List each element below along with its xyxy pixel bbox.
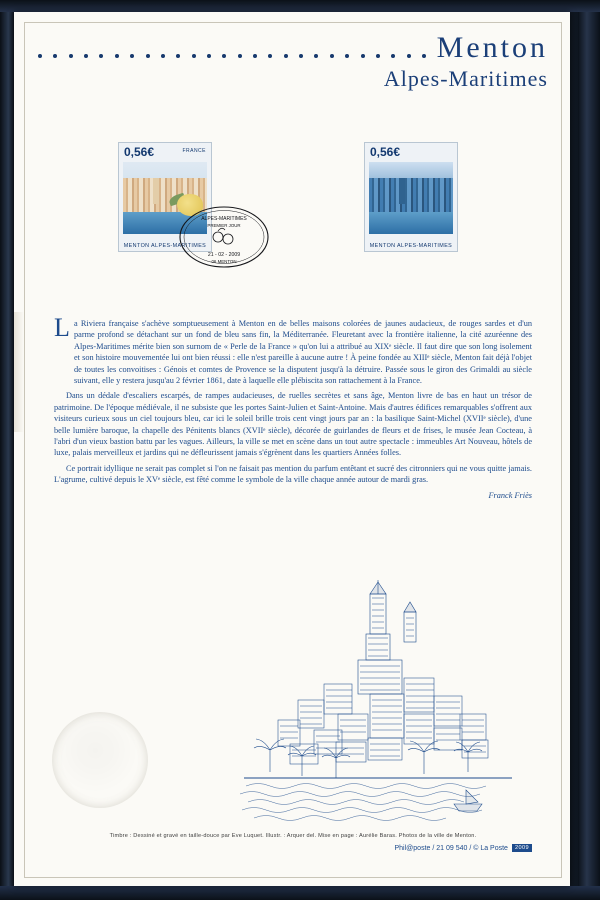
decorative-dot <box>222 54 226 58</box>
stamp-face-value: 0,56€ <box>370 145 401 159</box>
decorative-dot <box>99 54 103 58</box>
decorative-dot <box>345 54 349 58</box>
first-day-postmark <box>174 204 274 270</box>
decorative-dot <box>238 54 242 58</box>
decorative-dot <box>268 54 272 58</box>
paragraph-1-text: a Riviera française s'achève somptueusement à Menton en de belles maisons colorées de jaunes audacieux, de rouges sardes et d'un parme profond se détachant sur un fond de bleu sans fin, la Méditerranée. Fleuretant avec la frontière italienne, la cité azuréenne des Alpes-Maritimes mérite bien son surnom de « Perle de la France » qu'on lui a attribué au XIXᵉ siècle. Il faut dire que son long isolement et son histoire mouvementée lui ont bien réussi : elle n'est pareille à aucune autre ! À peine fondée au XIIIᵉ siècle, Menton fait déjà l'objet de toutes les convoitises : Génois et comtes de Provence se la disputent jusqu'à la détruire. Passée sous le giron des Grimaldi au siècle suivant, elle y restera jusqu'au 2 février 1861, date à laquelle elle plébiscita son rattachement à la France. <box>74 319 532 386</box>
stamp-bell-tower <box>399 178 405 204</box>
binder-edge-top <box>0 0 600 12</box>
stamp-engraved <box>364 142 458 252</box>
decorative-dot <box>192 54 196 58</box>
stamp-face-value: 0,56€ <box>124 145 155 159</box>
paragraph-2: Dans un dédale d'escaliers escarpés, de rampes audacieuses, de ruelles secrètes et sans âge, Menton livre de bas en haut un trésor de patrimoine. De l'époque médiévale, il ne subsiste que les portes Saint-Julien et Saint-Antoine. Mais d'autres édifices remarquables s'offrent aux visiteurs curieux sous un ciel toujours bleu, car ici le soleil brille trois cent vingt jours par an : la basilique Saint-Michel (XVIIᵉ siècle), d'une belle lumière baroque, la chapelle des Pénitents blancs (XVIIᵉ siècle), décorée de guirlandes de fleurs et de frises, le musée Jean Cocteau, à l'abri d'un vieux bastion battu par les vagues. Ailleurs, la ville se met en scène dans un tout autre spectacle : immeubles Art Nouveau, hôtels de luxe, palais merveilleux et jardins qui ne défleurissent jamais s'égrènent dans les quartiers Années folles. <box>54 391 532 458</box>
binder-edge-bottom <box>0 886 600 900</box>
embossed-seal <box>52 712 148 808</box>
stamp-country-label: FRANCE <box>182 148 206 154</box>
stamp-caption: MENTON ALPES-MARITIMES <box>123 243 207 249</box>
decorative-dot <box>361 54 365 58</box>
decorative-dot <box>84 54 88 58</box>
decorative-dot <box>376 54 380 58</box>
decorative-dot <box>53 54 57 58</box>
decorative-dot <box>314 54 318 58</box>
decorative-dots <box>38 54 428 64</box>
decorative-dot <box>284 54 288 58</box>
decorative-dot <box>69 54 73 58</box>
paragraph-1 <box>54 313 532 386</box>
stamp-header <box>365 143 457 161</box>
document-footer <box>54 833 532 852</box>
postmark-office: 06 MENTON <box>211 259 237 264</box>
decorative-dot <box>38 54 42 58</box>
author-signature: Franck Friès <box>488 490 532 500</box>
page-edge-tab <box>14 312 24 432</box>
town-illustration <box>228 572 528 827</box>
title-block <box>384 32 548 92</box>
stamp-townscape <box>369 178 453 212</box>
decorative-dot <box>253 54 257 58</box>
stamp-bell-tower <box>153 178 159 204</box>
binder-edge-right <box>578 0 600 900</box>
drop-cap: L <box>54 313 70 342</box>
decorative-dot <box>330 54 334 58</box>
page-title: Menton <box>436 31 548 64</box>
stamp-artwork <box>369 162 453 234</box>
document-header <box>32 31 552 108</box>
paragraph-3: Ce portrait idyllique ne serait pas complet si l'on ne faisait pas mention du parfum entêtant et sucré des citronniers qui ne vous quitte jamais. L'agrume, cultivé depuis le XVᵉ siècle, est fêté comme le symbole de la ville chaque année autour de mardi gras. <box>54 463 532 485</box>
stamp-area <box>32 132 552 292</box>
postmark-line2: ALPES-MARITIMES <box>201 216 247 222</box>
binder-edge-left <box>0 0 14 900</box>
stamp-caption: MENTON ALPES-MARITIMES <box>369 243 453 249</box>
footer-credits: Timbre : Dessiné et gravé en taille-douce par Eve Luquet. Illustr. : Arquer del. Mise en page : Aurélie Baras. Photos de la ville de Menton. <box>109 833 477 839</box>
page-subtitle: Alpes-Maritimes <box>383 66 548 91</box>
decorative-dot <box>161 54 165 58</box>
footer-reference: Phil@poste / 21 09 540 / © La Poste <box>394 844 508 852</box>
postmark-date: 21 - 02 - 2009 <box>207 252 241 258</box>
decorative-dot <box>299 54 303 58</box>
footer-reference-bar <box>54 844 532 852</box>
document-sheet <box>14 12 570 886</box>
postmark-line3: PREMIER JOUR <box>207 223 241 228</box>
decorative-dot <box>176 54 180 58</box>
decorative-dot <box>130 54 134 58</box>
stamp-sea <box>369 212 453 234</box>
decorative-dot <box>146 54 150 58</box>
decorative-dot <box>115 54 119 58</box>
footer-year-badge: 2009 <box>512 844 532 852</box>
article-body <box>54 313 532 501</box>
decorative-dot <box>207 54 211 58</box>
stamp-header <box>119 143 211 161</box>
